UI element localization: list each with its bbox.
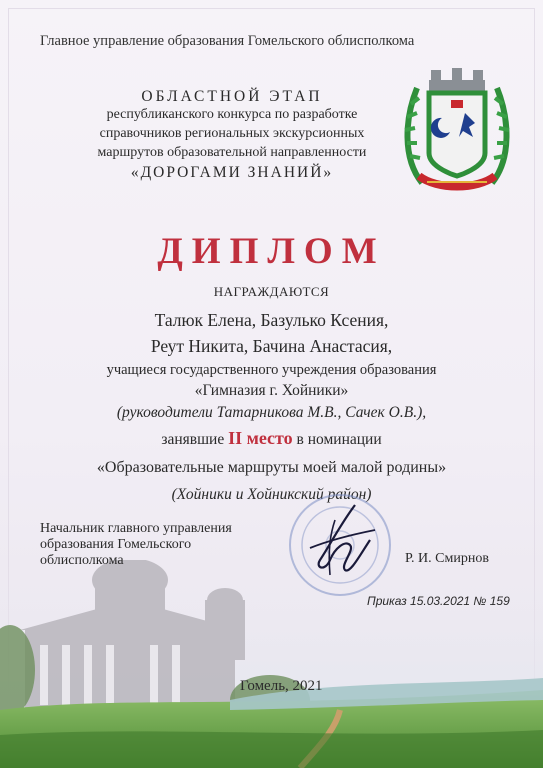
contest-line-1: ОБЛАСТНОЙ ЭТАП xyxy=(141,88,323,105)
leaders-line: (руководители Татарникова М.В., Сачек О.В.), xyxy=(116,404,427,421)
contest-line-4: маршрутов образовательной направленности xyxy=(97,145,367,160)
nomination-line: «Образовательные маршруты моей малой родины» xyxy=(96,459,447,476)
school-line-2: «Гимназия г. Хойники» xyxy=(194,382,349,399)
contest-line-3: справочников региональных экскурсионных xyxy=(99,126,365,141)
header-organization: Главное управление образования Гомельского облисполкома xyxy=(40,33,415,49)
school-line-1: учащиеся государственного учреждения образования xyxy=(106,362,437,378)
signatory-name: Р. И. Смирнов xyxy=(405,551,489,566)
region-line: (Хойники и Хойникский район) xyxy=(171,486,372,503)
names-line-1: Талюк Елена, Базулько Ксения, xyxy=(154,310,389,330)
contest-line-2: республиканского конкурса по разработке xyxy=(106,107,358,122)
place-line xyxy=(0,428,543,449)
place-before: занявшие xyxy=(161,431,229,448)
coat-of-arms-icon xyxy=(397,58,517,198)
names-line-2: Реут Никита, Бачина Анастасия, xyxy=(150,336,393,356)
signatory-title: Начальник главного управления образования Гомельского облисполкома xyxy=(40,521,232,568)
church-illustration xyxy=(0,560,543,768)
signature-icon xyxy=(300,500,380,580)
place-value: II место xyxy=(228,428,293,448)
contest-line-5: «ДОРОГАМИ ЗНАНИЙ» xyxy=(130,164,334,181)
diploma-title: ДИПЛОМ xyxy=(157,231,386,272)
city-year: Гомель, 2021 xyxy=(240,678,323,694)
awarded-label: НАГРАЖДАЮТСЯ xyxy=(213,284,330,299)
place-after: в номинации xyxy=(292,431,382,448)
order-reference: Приказ 15.03.2021 № 159 xyxy=(367,594,510,608)
